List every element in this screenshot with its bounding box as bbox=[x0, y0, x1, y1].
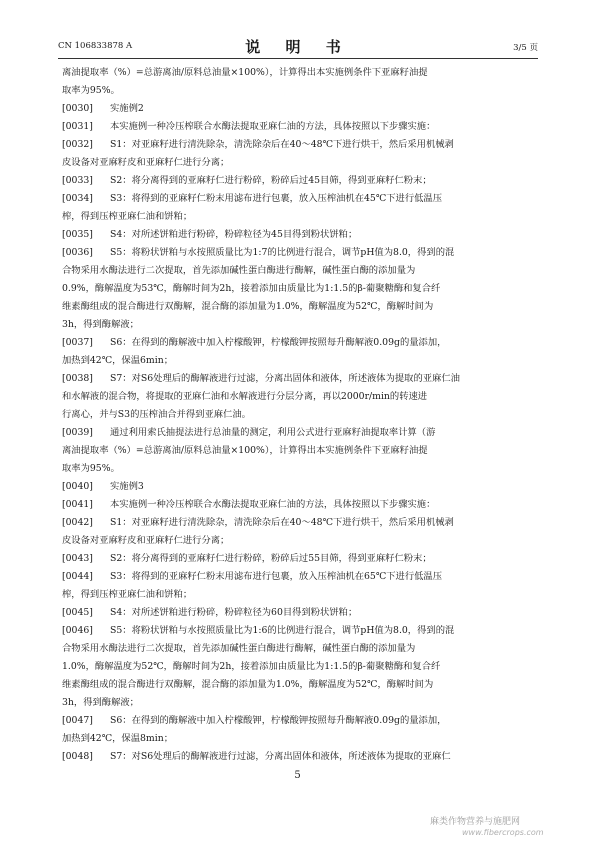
paragraph-number: [0034] bbox=[62, 193, 93, 204]
paragraph-line bbox=[62, 352, 537, 370]
paragraph-text: 实施例2 bbox=[110, 103, 144, 114]
paragraph-line bbox=[62, 388, 537, 406]
paragraph-line bbox=[62, 298, 537, 316]
paragraph-text: S1：对亚麻籽进行清洗除杂，清洗除杂后在40～48℃下进行烘干，然后采用机械剥 bbox=[110, 517, 454, 528]
paragraph-line bbox=[62, 478, 537, 496]
paragraph-number: [0039] bbox=[62, 427, 93, 438]
paragraph-line bbox=[62, 604, 537, 622]
paragraph-line bbox=[62, 640, 537, 658]
paragraph-text: 加热到42℃，保温6min； bbox=[62, 355, 173, 366]
paragraph-number: [0030] bbox=[62, 103, 93, 114]
paragraph-line bbox=[62, 550, 537, 568]
paragraph-text: 1.0%，酶解温度为52℃，酶解时间为2h，接着添加由质量比为1:1.5的β-葡聚糖酶和复合纤 bbox=[62, 661, 441, 672]
paragraph-text: S3：将得到的亚麻籽仁粉末用滤布进行包裹，放入压榨油机在45℃下进行低温压 bbox=[110, 193, 443, 204]
paragraph-text: 合物采用水酶法进行二次提取，首先添加碱性蛋白酶进行酶解，碱性蛋白酶的添加量为 bbox=[62, 643, 416, 654]
paragraph-text: S2：将分离得到的亚麻籽仁进行粉碎，粉碎后过45目筛，得到亚麻籽仁粉末； bbox=[110, 175, 432, 186]
paragraph-number: [0048] bbox=[62, 751, 93, 762]
paragraph-text: 离油提取率（%）=总游离油/原料总油量×100%），计算得出本实施例条件下亚麻籽油提 bbox=[62, 445, 428, 456]
paragraph-number: [0044] bbox=[62, 571, 93, 582]
paragraph-text: 维素酶组成的混合酶进行双酶解，混合酶的添加量为1.0%，酶解温度为52℃，酶解时间为 bbox=[62, 301, 434, 312]
paragraph-line bbox=[62, 658, 537, 676]
paragraph-text: 通过利用索氏抽提法进行总油量的测定，利用公式进行亚麻籽油提取率计算（游 bbox=[110, 427, 436, 438]
paragraph-number: [0046] bbox=[62, 625, 93, 636]
paragraph-number: [0038] bbox=[62, 373, 93, 384]
paragraph-number: [0043] bbox=[62, 553, 93, 564]
paragraph-number: [0040] bbox=[62, 481, 93, 492]
paragraph-number: [0032] bbox=[62, 139, 93, 150]
paragraph-line bbox=[62, 712, 537, 730]
paragraph-text: S6：在得到的酶解液中加入柠檬酸钾，柠檬酸钾按照每升酶解液0.09g的量添加， bbox=[110, 715, 447, 726]
paragraph-line bbox=[62, 154, 537, 172]
paragraph-number: [0037] bbox=[62, 337, 93, 348]
page-indicator: 3/5 页 bbox=[513, 43, 538, 53]
paragraph-text: S3：将得到的亚麻籽仁粉末用滤布进行包裹，放入压榨油机在65℃下进行低温压 bbox=[110, 571, 443, 582]
paragraph-number: [0041] bbox=[62, 499, 93, 510]
paragraph-line bbox=[62, 82, 537, 100]
paragraph-line bbox=[62, 460, 537, 478]
paragraph-text: 实施例3 bbox=[110, 481, 144, 492]
paragraph-text: 本实施例一种冷压榨联合水酶法提取亚麻仁油的方法，具体按照以下步骤实施： bbox=[110, 499, 436, 510]
watermark-text: 麻类作物营养与施肥网 bbox=[430, 817, 521, 827]
paragraph-text: 0.9%，酶解温度为53℃，酶解时间为2h，接着添加由质量比为1:1.5的β-葡聚糖酶和复合纤 bbox=[62, 283, 441, 294]
paragraph-line bbox=[62, 586, 537, 604]
paragraph-text: 离油提取率（%）=总游离油/原料总油量×100%），计算得出本实施例条件下亚麻籽油提 bbox=[62, 67, 428, 78]
paragraph-line bbox=[62, 244, 537, 262]
paragraph-text: S4：对所述饼粕进行粉碎，粉碎粒径为45目得到粉状饼粕； bbox=[110, 229, 358, 240]
paragraph-text: S7：对S6处理后的酶解液进行过滤，分离出固体和液体，所述液体为提取的亚麻仁油 bbox=[110, 373, 460, 384]
paragraph-line bbox=[62, 280, 537, 298]
paragraph-text: 取率为95%。 bbox=[62, 463, 120, 474]
paragraph-text: 皮设备对亚麻籽皮和亚麻籽仁进行分离； bbox=[62, 157, 230, 168]
paragraph-text: 取率为95%。 bbox=[62, 85, 120, 96]
paragraph-text: 3h，得到酶解液； bbox=[62, 697, 139, 708]
paragraph-line bbox=[62, 316, 537, 334]
patent-number: CN 106833878 A bbox=[58, 41, 133, 51]
paragraph-number: [0042] bbox=[62, 517, 93, 528]
paragraph-line bbox=[62, 622, 537, 640]
header-rule bbox=[58, 58, 538, 59]
paragraph-text: 和水解液的混合物，将提取的亚麻仁油和水解液进行分层分离，再以2000r/min的转速进 bbox=[62, 391, 428, 402]
paragraph-line bbox=[62, 172, 537, 190]
paragraph-text: 3h，得到酶解液； bbox=[62, 319, 139, 330]
document-title: 说 明 书 bbox=[245, 38, 351, 56]
paragraph-line bbox=[62, 136, 537, 154]
paragraph-text: 榨，得到压榨亚麻仁油和饼粕； bbox=[62, 211, 193, 222]
page-header bbox=[58, 36, 538, 58]
paragraph-line bbox=[62, 406, 537, 424]
paragraph-text: S7：对S6处理后的酶解液进行过滤，分离出固体和液体，所述液体为提取的亚麻仁 bbox=[110, 751, 451, 762]
paragraph-line bbox=[62, 226, 537, 244]
paragraph-number: [0035] bbox=[62, 229, 93, 240]
paragraph-line bbox=[62, 514, 537, 532]
paragraph-text: 加热到42℃，保温8min； bbox=[62, 733, 173, 744]
paragraph-line bbox=[62, 118, 537, 136]
paragraph-text: 榨，得到压榨亚麻仁油和饼粕； bbox=[62, 589, 193, 600]
paragraph-text: 皮设备对亚麻籽皮和亚麻籽仁进行分离； bbox=[62, 535, 230, 546]
paragraph-line bbox=[62, 748, 537, 766]
paragraph-text: 合物采用水酶法进行二次提取，首先添加碱性蛋白酶进行酶解，碱性蛋白酶的添加量为 bbox=[62, 265, 416, 276]
paragraph-text: S6：在得到的酶解液中加入柠檬酸钾，柠檬酸钾按照每升酶解液0.09g的量添加， bbox=[110, 337, 447, 348]
paragraph-line bbox=[62, 568, 537, 586]
page-number: 5 bbox=[294, 770, 301, 781]
paragraph-text: S5：将粉状饼粕与水按照质量比为1:6的比例进行混合，调节pH值为8.0，得到的混 bbox=[110, 625, 455, 636]
paragraph-line bbox=[62, 100, 537, 118]
paragraph-number: [0047] bbox=[62, 715, 93, 726]
paragraph-text: S2：将分离得到的亚麻籽仁进行粉碎，粉碎后过55目筛，得到亚麻籽仁粉末； bbox=[110, 553, 432, 564]
paragraph-text: 维素酶组成的混合酶进行双酶解，混合酶的添加量为1.0%，酶解温度为52℃，酶解时间为 bbox=[62, 679, 434, 690]
paragraph-text: S5：将粉状饼粕与水按照质量比为1:7的比例进行混合，调节pH值为8.0，得到的混 bbox=[110, 247, 455, 258]
paragraph-line bbox=[62, 262, 537, 280]
paragraph-line bbox=[62, 334, 537, 352]
paragraph-text: S4：对所述饼粕进行粉碎，粉碎粒径为60目得到粉状饼粕； bbox=[110, 607, 358, 618]
paragraph-line bbox=[62, 64, 537, 82]
paragraph-number: [0031] bbox=[62, 121, 93, 132]
paragraph-text: 行离心，并与S3的压榨油合并得到亚麻仁油。 bbox=[62, 409, 251, 420]
paragraph-line bbox=[62, 532, 537, 550]
paragraph-line bbox=[62, 694, 537, 712]
paragraph-text: 本实施例一种冷压榨联合水酶法提取亚麻仁油的方法，具体按照以下步骤实施： bbox=[110, 121, 436, 132]
paragraph-line bbox=[62, 190, 537, 208]
document-body bbox=[62, 64, 537, 766]
paragraph-text: S1：对亚麻籽进行清洗除杂，清洗除杂后在40～48℃下进行烘干，然后采用机械剥 bbox=[110, 139, 454, 150]
paragraph-line bbox=[62, 442, 537, 460]
paragraph-line bbox=[62, 676, 537, 694]
paragraph-line bbox=[62, 208, 537, 226]
paragraph-line bbox=[62, 424, 537, 442]
paragraph-line bbox=[62, 370, 537, 388]
paragraph-line bbox=[62, 496, 537, 514]
watermark-url: www.fibercrops.com bbox=[462, 828, 544, 837]
paragraph-number: [0036] bbox=[62, 247, 93, 258]
paragraph-line bbox=[62, 730, 537, 748]
paragraph-number: [0033] bbox=[62, 175, 93, 186]
paragraph-number: [0045] bbox=[62, 607, 93, 618]
